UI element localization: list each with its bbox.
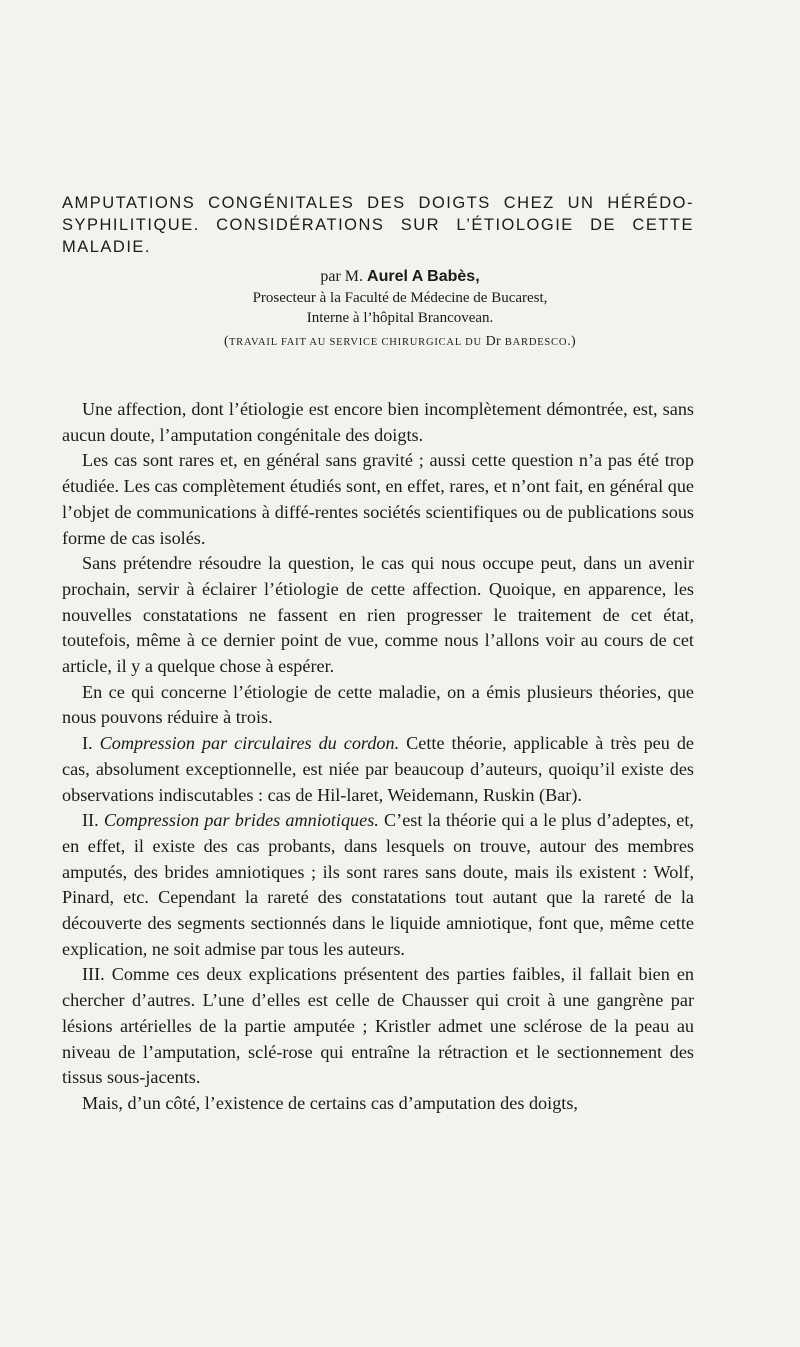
paragraph-5 <box>62 731 694 808</box>
author-prefix: par M. <box>320 268 368 285</box>
paragraph-8: Mais, d’un côté, l’existence de certains cas d’amputation des doigts, <box>82 1092 578 1113</box>
paragraph-4: En ce qui concerne l’étiologie de cette maladie, on a émis plusieurs théories, que nous pouvons réduire à trois. <box>62 681 694 728</box>
work-note <box>0 334 800 350</box>
paragraph-7: III. Comme ces deux explications présentent des parties faibles, il fallait bien en chercher d’autres. L’une d’elles est celle de Chausser qui croit à une gangrène par lésions artérielles de la partie amputée ; Kristler admet une sclérose de la peau au niveau de l’amputation, sclé-rose qui entraîne la rétraction et le sectionnement des tissus sous-jacents. <box>62 964 694 1088</box>
author-name: Aurel A Babès, <box>367 268 480 285</box>
author-line <box>0 268 800 286</box>
article-title: AMPUTATIONS CONGÉNITALES DES DOIGTS CHEZ UN HÉRÉDO-SYPHILITIQUE. CONSIDÉRATIONS SUR L’ÉTIOLOGIE DE CETTE MALADIE. <box>62 194 694 256</box>
work-note-name: BARDESCO <box>504 337 568 348</box>
affiliation-2: Interne à l’hôpital Brancovean. <box>306 310 494 326</box>
theory-number: II. <box>82 810 104 831</box>
theory-text: C’est la théorie qui a le plus d’adeptes, et, en effet, il existe des cas probants, dans lesquels on trouve, autour des membres amputés, des brides amniotiques ; ils sont rares sans doute, mais ils existent : Wolf, Pinard, etc. Cependant la rareté des constatations tout autant que la rareté de la découverte des segments sectionnés dans le liquide amniotique, font que, même cette explication, ne soit admise par tous les auteurs. <box>62 810 694 959</box>
work-note-open: ( <box>223 334 229 349</box>
paragraph-3: Sans prétendre résoudre la question, le cas qui nous occupe peut, dans un avenir prochain, servir à éclairer l’étiologie de cette affection. Quoique, en apparence, les nouvelles constatations ne fassent en rien progresser le traitement de cet état, toutefois, même à ce dernier point de vue, comme nous l’allons voir au cours de cet article, il y a quelque chose à espérer. <box>62 553 694 677</box>
paragraph-6 <box>62 808 694 962</box>
theory-text: Cette théorie, applicable à très peu de cas, absolument exceptionnelle, est niée par beaucoup d’auteurs, quoiqu’il existe des observations indiscutables : cas de Hil-laret, Weidemann, Ruskin (Bar). <box>62 733 694 805</box>
paragraph-1: Une affection, dont l’étiologie est encore bien incomplètement démontrée, est, sans aucun doute, l’amputation congénitale des doigts. <box>62 399 694 445</box>
affiliation-1: Prosecteur à la Faculté de Médecine de Bucarest, <box>252 290 548 306</box>
work-note-dr: Dr <box>481 334 505 349</box>
theory-number: I. <box>82 733 100 754</box>
article-body <box>62 397 694 1117</box>
theory-title: Compression par circulaires du cordon. <box>99 733 400 754</box>
theory-title: Compression par brides amniotiques. <box>103 810 379 831</box>
paragraph-2: Les cas sont rares et, en général sans gravité ; aussi cette question n’a pas été trop étudiée. Les cas complètement étudiés sont, en effet, rares, et n’ont fait, en général que l’objet de communications à diffé-rentes sociétés scientifiques ou de publications sous forme de cas isolés. <box>62 450 694 548</box>
work-note-smallcaps: TRAVAIL FAIT AU SERVICE CHIRURGICAL DU <box>228 337 482 348</box>
work-note-close: .) <box>567 334 577 349</box>
